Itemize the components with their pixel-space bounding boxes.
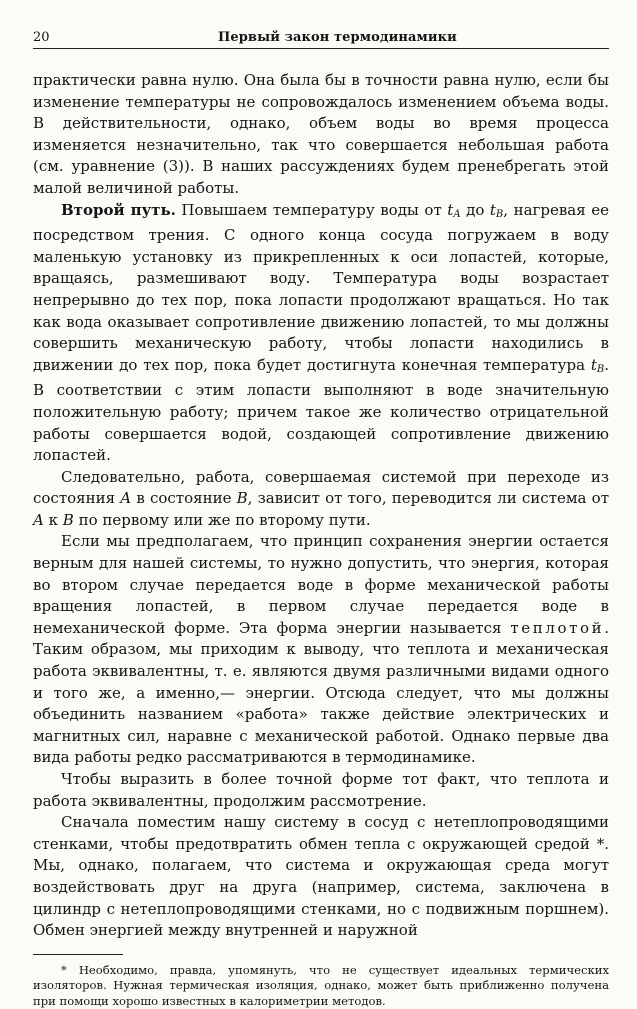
paragraph-1: практически равна нулю. Она была бы в точности равна нулю, если бы изменение температуры не сопровождалось изменением объема воды. В действительности, однако, объем воды во время процесса изменяется незначительно, так что совершается небольшая работа (см. уравнение (3)). В наших рассуждениях будем пренебрегать этой малой величиной работы. xyxy=(33,71,609,197)
footnote-text: * Необходимо, правда, упомянуть, что не существует идеальных термических изоляторов. Нужная термическая изоляция, однако, может быть приближенно получена при помощи хорошо известных в калориметрии методов. xyxy=(33,962,609,1008)
page-body xyxy=(33,70,609,942)
paragraph-5: Чтобы выразить в более точной форме тот факт, что теплота и работа эквивалентны, продолжим рассмотрение. xyxy=(33,770,609,810)
paragraph-6: Сначала поместим нашу систему в сосуд с нетеплопроводящими стенками, чтобы предотвратить обмен тепла с окружающей средой *. Мы, однако, полагаем, что система и окружающая среда могут воздействовать друг на друга (например, система, заключена в цилиндр с нетеплопроводящими стенками, но с подвижным поршнем). Обмен энергией между внутренней и наружной xyxy=(33,813,609,940)
state-b: B xyxy=(236,489,248,508)
var-t-a: t xyxy=(447,200,454,219)
state-a: A xyxy=(120,489,132,508)
var-t-b-final: t xyxy=(590,355,597,374)
var-t-b: t xyxy=(489,200,496,219)
paragraph-3: Следовательно, работа, совершаемая системой при переходе из состояния A в состояние B, зависит от того, переводится ли система от A к B по первому или же по второму пути. xyxy=(33,467,610,529)
running-head: Первый закон термодинамики xyxy=(218,30,457,45)
footnote xyxy=(33,963,609,1009)
second-path-heading: Второй путь. xyxy=(61,200,176,219)
page-header xyxy=(33,26,609,49)
paragraph-2: Второй путь. Повышаем температуру воды от $t_A$ до $t_B$, нагревая ее посредством трения. С одного конца сосуда погружаем в воду маленькую установку из прикрепленных к оси лопастей, которые, вращаясь, размешивают воду. Температура воды возрастает непрерывно до тех пор, пока лопасти продолжают вращаться. Но так как вода оказывает сопротивление движению лопастей, то мы должны совершить механическую работу, чтобы лопасти находились в движении до тех пор, пока будет достигнута конечная температура $t_B$. В соответствии с этим лопасти выполняют в воде значительную положительную работу; причем такое же количество отрицательной работы совершается водой, создающей сопротивление движению лопастей. xyxy=(33,200,610,465)
term-heat: теплотой xyxy=(510,618,605,637)
book-page xyxy=(33,26,609,1009)
page-number: 20 xyxy=(33,30,50,45)
state-a: A xyxy=(33,510,44,529)
state-b: B xyxy=(62,510,74,529)
paragraph-4: Если мы предполагаем, что принцип сохранения энергии остается верным для нашей системы, то нужно допустить, что энергия, которая во втором случае передается воде в форме механической работы вращения лопастей, в первом случае передается воде в немеханической форме. Эта форма энергии называется теплотой. Таким образом, мы приходим к выводу, что теплота и механическая работа эквивалентны, т. е. являются двумя различными видами одного и того же, а именно,— энергии. Отсюда следует, что мы должны объединить названием «работа» также действие электрических и магнитных сил, наравне с механической работой. Однако первые два вида работы редко рассматриваются в термодинамике. xyxy=(33,532,609,767)
footnote-divider xyxy=(33,954,123,955)
